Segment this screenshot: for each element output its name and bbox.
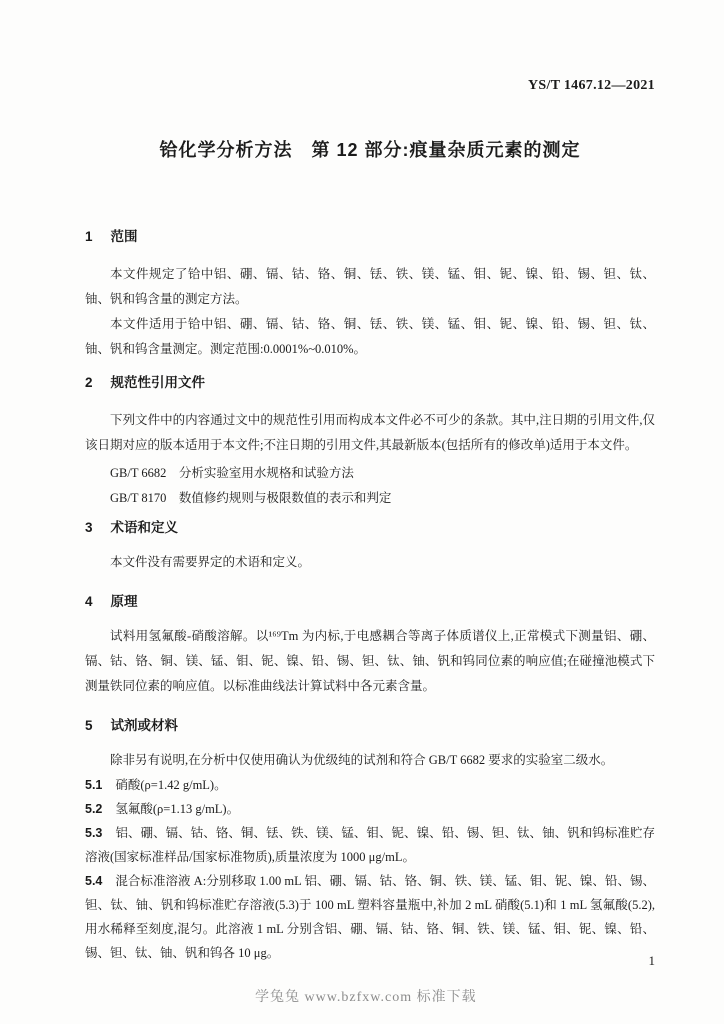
watermark-text: 学兔兔 www.bzfxw.com 标准下载 <box>255 990 477 1005</box>
section-number: 4 <box>85 594 93 609</box>
section-heading <box>85 374 655 392</box>
reference-item: GB/T 6682 分析实验室用水规格和试验方法 <box>110 466 354 480</box>
section-heading <box>85 717 655 735</box>
section-heading <box>85 593 655 611</box>
section-principle <box>85 593 655 699</box>
section-number: 2 <box>85 375 93 390</box>
section-scope <box>85 228 655 362</box>
standard-number: YS/T 1467.12—2021 <box>528 78 655 93</box>
reference-item: GB/T 8170 数值修约规则与极限数值的表示和判定 <box>110 491 392 505</box>
clause-5-1 <box>85 773 655 797</box>
clause-5-4 <box>85 869 655 965</box>
clause-number: 5.4 <box>85 874 103 888</box>
section-heading <box>85 519 655 537</box>
section-heading <box>85 228 655 246</box>
paragraph: 除非另有说明,在分析中仅使用确认为优级纯的试剂和符合 GB/T 6682 要求的实验室二级水。 <box>110 753 614 767</box>
reference-list <box>85 461 655 511</box>
clause-5-3 <box>85 821 655 869</box>
clause-5-2 <box>85 797 655 821</box>
section-reagents-materials <box>85 717 655 965</box>
clause-number: 5.1 <box>85 778 103 792</box>
paragraph: 本文件规定了铪中铝、硼、镉、钴、铬、铜、铥、铁、镁、锰、钼、铌、镍、铅、锡、钽、钛、铀、钒和钨含量的测定方法。 <box>85 267 655 306</box>
section-title: 术语和定义 <box>110 520 179 535</box>
section-number: 3 <box>85 520 93 535</box>
paragraph: 下列文件中的内容通过文中的规范性引用而构成本文件必不可少的条款。其中,注日期的引用文件,仅该日期对应的版本适用于本文件;不注日期的引用文件,其最新版本(包括所有的修改单)适用于本文件。 <box>85 413 655 452</box>
section-title: 原理 <box>110 594 138 609</box>
section-title: 范围 <box>110 229 138 244</box>
section-number: 5 <box>85 718 93 733</box>
section-title: 试剂或材料 <box>110 718 179 733</box>
clause-text: 铝、硼、镉、钴、铬、铜、铥、铁、镁、锰、钼、铌、镍、铅、锡、钽、钛、铀、钒和钨标准贮存溶液(国家标准样品/国家标准物质),质量浓度为 1000 μg/mL。 <box>85 826 655 864</box>
paragraph: 本文件没有需要界定的术语和定义。 <box>110 555 311 569</box>
document-title: 铪化学分析方法 第 12 部分:痕量杂质元素的测定 <box>159 140 581 160</box>
clause-text: 氢氟酸(ρ=1.13 g/mL)。 <box>115 802 240 816</box>
page-number: 1 <box>648 953 655 968</box>
section-number: 1 <box>85 229 93 244</box>
clause-number: 5.3 <box>85 826 103 840</box>
clause-text: 硝酸(ρ=1.42 g/mL)。 <box>115 778 227 792</box>
paragraph: 试料用氢氟酸-硝酸溶解。以¹⁶⁹Tm 为内标,于电感耦合等离子体质谱仪上,正常模式下测量铝、硼、镉、钴、铬、铜、镁、锰、钼、铌、镍、铅、锡、钽、钛、铀、钒和钨同位素的响应值;在碰撞池模式下测量铁同位素的响应值。以标准曲线法计算试料中各元素含量。 <box>85 629 655 693</box>
section-title: 规范性引用文件 <box>110 375 206 390</box>
section-terms-definitions <box>85 519 655 575</box>
clause-number: 5.2 <box>85 802 103 816</box>
paragraph: 本文件适用于铪中铝、硼、镉、钴、铬、铜、铥、铁、镁、锰、钼、铌、镍、铅、锡、钽、钛、铀、钒和钨含量测定。测定范围:0.0001%~0.010%。 <box>85 317 655 356</box>
section-normative-references <box>85 374 655 511</box>
clause-text: 混合标准溶液 A:分别移取 1.00 mL 铝、硼、镉、钴、铬、铜、铁、镁、锰、钼、铌、镍、铅、锡、钽、钛、铀、钒和钨标准贮存溶液(5.3)于 100 mL 塑料容量瓶中,补加 2 mL 硝酸(5.1)和 1 mL 氢氟酸(5.2),用水稀释至刻度,混匀。此溶液 1 mL 分别含铝、硼、镉、钴、铬、铜、铁、镁、锰、钼、铌、镍、铅、锡、钽、钛、铀、钒和钨各 10 μg。 <box>85 874 655 960</box>
